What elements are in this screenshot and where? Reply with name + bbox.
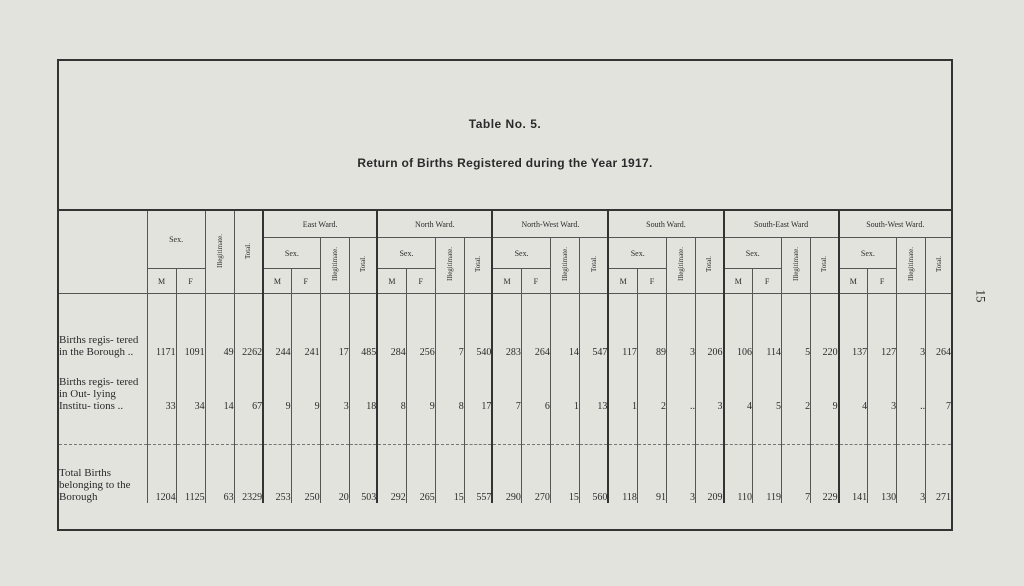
table-cell: 17 [464, 358, 492, 412]
table-cell: 265 [406, 445, 435, 504]
table-cell: 206 [695, 312, 723, 358]
gaprow-cell [291, 412, 320, 445]
header-east-ward: East Ward. [263, 210, 377, 238]
table-cell: 2329 [234, 445, 263, 504]
gaprow-cell [753, 412, 782, 445]
table-cell: 3 [695, 358, 723, 412]
table-cell: 209 [695, 445, 723, 504]
table-cell: 547 [579, 312, 608, 358]
gaprow-cell [492, 412, 521, 445]
seprow-cell [492, 294, 521, 313]
table-cell: 9 [811, 358, 839, 412]
ward-3-illegitimate-header [666, 238, 695, 294]
seprow-cell [868, 294, 897, 313]
ward-5-total-header [926, 238, 951, 294]
table-cell: 89 [637, 312, 666, 358]
seprow-cell [579, 294, 608, 313]
table-cell: 2 [782, 358, 811, 412]
table-cell: 17 [320, 312, 349, 358]
table-cell: 63 [205, 445, 234, 504]
table-cell: 271 [926, 445, 951, 504]
ward-2-total-text: Total. [589, 256, 598, 273]
ward-5-sex-header: Sex. [839, 238, 897, 269]
seprow-cell [147, 294, 176, 313]
ward-2-sex-header: Sex. [492, 238, 550, 269]
ward-4-f-header: F [753, 269, 782, 294]
table-cell: 503 [349, 445, 377, 504]
seprow-cell [695, 294, 723, 313]
table-cell: 241 [291, 312, 320, 358]
ward-0-illegitimate-text: Illegitimate. [330, 247, 339, 282]
table-cell: 13 [579, 358, 608, 412]
table-cell: 250 [291, 445, 320, 504]
table-cell: 560 [579, 445, 608, 504]
table-cell: 1125 [176, 445, 205, 504]
table-cell: 119 [753, 445, 782, 504]
table-cell: 3 [666, 312, 695, 358]
table-cell: 49 [205, 312, 234, 358]
ward-0-total-header [349, 238, 377, 294]
table-cell: 220 [811, 312, 839, 358]
table-cell: 3 [320, 358, 349, 412]
table-cell: 14 [205, 358, 234, 412]
gaprow-cell [464, 412, 492, 445]
ward-4-total-text: Total. [820, 256, 829, 273]
gaprow-cell [320, 412, 349, 445]
ward-2-m-header: M [492, 269, 521, 294]
table-cell: 5 [753, 358, 782, 412]
ward-1-sex-header: Sex. [377, 238, 435, 269]
gaprow-cell [897, 412, 926, 445]
header-illegitimate [205, 210, 234, 294]
ward-1-illegitimate-header [435, 238, 464, 294]
gaprow-cell [205, 412, 234, 445]
table-cell: 557 [464, 445, 492, 504]
table-cell: 1204 [147, 445, 176, 504]
seprow-cell [608, 294, 637, 313]
gaprow-cell [868, 412, 897, 445]
borough-f-header: F [176, 269, 205, 294]
births-table [59, 209, 951, 503]
header-north-ward: North Ward. [377, 210, 492, 238]
seprow-cell [666, 294, 695, 313]
gaprow-cell [666, 412, 695, 445]
ward-2-total-header [579, 238, 608, 294]
ward-0-sex-header: Sex. [263, 238, 320, 269]
table-cell: 7 [926, 358, 951, 412]
corner-cell [59, 210, 147, 294]
table-cell: 270 [521, 445, 550, 504]
table-cell: 18 [349, 358, 377, 412]
table-cell: 118 [608, 445, 637, 504]
table-cell: 3 [897, 445, 926, 504]
gaprow-cell [406, 412, 435, 445]
table-cell: 117 [608, 312, 637, 358]
table-cell: 1171 [147, 312, 176, 358]
table-cell: 20 [320, 445, 349, 504]
gaprow-cell [926, 412, 951, 445]
table-title: Table No. 5. [468, 117, 542, 131]
ward-5-total-text: Total. [934, 256, 943, 273]
row-label: Total Births belonging to the Borough [59, 467, 131, 503]
gaprow-cell [377, 412, 406, 445]
seprow-cell [637, 294, 666, 313]
table-cell: 256 [406, 312, 435, 358]
ward-3-total-header [695, 238, 723, 294]
row-label: Births regis- tered in Out- lying Institu- tions .. [59, 376, 139, 412]
seprow-cell [897, 294, 926, 313]
seprow-cell [349, 294, 377, 313]
gaprow-cell [608, 412, 637, 445]
table-cell: 292 [377, 445, 406, 504]
ward-5-illegitimate-header [897, 238, 926, 294]
table-cell: 14 [550, 312, 579, 358]
ward-5-illegitimate-text: Illegitimate. [907, 247, 916, 282]
table-cell: 9 [263, 358, 291, 412]
gaprow-cell [521, 412, 550, 445]
seprow-cell [926, 294, 951, 313]
seprow-cell [435, 294, 464, 313]
table-cell: 3 [897, 312, 926, 358]
table-cell: 141 [839, 445, 868, 504]
seprow-cell [464, 294, 492, 313]
ward-4-illegitimate-text: Illegitimate. [792, 247, 801, 282]
ward-3-illegitimate-text: Illegitimate. [676, 247, 685, 282]
table-cell: 7 [782, 445, 811, 504]
table-cell: 3 [666, 445, 695, 504]
seprow-cell [724, 294, 753, 313]
table-cell: 33 [147, 358, 176, 412]
gaprow-cell [724, 412, 753, 445]
table-cell: 2 [637, 358, 666, 412]
ward-1-total-header [464, 238, 492, 294]
ward-1-illegitimate-text: Illegitimate. [445, 247, 454, 282]
gaprow-cell [782, 412, 811, 445]
table-cell: 3 [868, 358, 897, 412]
borough-m-header: M [147, 269, 176, 294]
header-total-text: Total. [244, 242, 253, 260]
table-cell: 485 [349, 312, 377, 358]
header-total [234, 210, 263, 294]
ward-0-m-header: M [263, 269, 291, 294]
table-cell: 7 [435, 312, 464, 358]
table-cell: 127 [868, 312, 897, 358]
ward-1-f-header: F [406, 269, 435, 294]
ward-0-f-header: F [291, 269, 320, 294]
ward-2-illegitimate-text: Illegitimate. [560, 247, 569, 282]
table-cell: 4 [724, 358, 753, 412]
table-row [59, 358, 951, 412]
gaprow-cell [349, 412, 377, 445]
seprow-cell [550, 294, 579, 313]
table-cell: 540 [464, 312, 492, 358]
table-cell: 110 [724, 445, 753, 504]
gaprow-cell [435, 412, 464, 445]
gaprow-cell [811, 412, 839, 445]
ward-4-m-header: M [724, 269, 753, 294]
table-cell: 67 [234, 358, 263, 412]
ward-5-m-header: M [839, 269, 868, 294]
header-illegitimate-text: Illegitimate. [215, 233, 224, 268]
seprow-cell [320, 294, 349, 313]
table-cell: 283 [492, 312, 521, 358]
table-cell: 34 [176, 358, 205, 412]
row-label: Births regis- tered in the Borough .. [59, 334, 139, 358]
table-cell: 91 [637, 445, 666, 504]
ward-0-total-text: Total. [358, 256, 367, 273]
seprow-cell [205, 294, 234, 313]
seprow-cell [753, 294, 782, 313]
table-cell: 264 [926, 312, 951, 358]
table-cell: 7 [492, 358, 521, 412]
table-cell: 2262 [234, 312, 263, 358]
table-cell: .. [666, 358, 695, 412]
gaprow-cell [579, 412, 608, 445]
table-frame [57, 59, 953, 531]
seprow-cell [406, 294, 435, 313]
gaprow-cell [839, 412, 868, 445]
table-cell: 1091 [176, 312, 205, 358]
ward-3-f-header: F [637, 269, 666, 294]
ward-5-f-header: F [868, 269, 897, 294]
table-cell: 264 [521, 312, 550, 358]
header-north-west-ward: North-West Ward. [492, 210, 608, 238]
table-row [59, 445, 951, 504]
seprow-cell [811, 294, 839, 313]
table-cell: 284 [377, 312, 406, 358]
ward-4-sex-header: Sex. [724, 238, 782, 269]
table-cell: 9 [291, 358, 320, 412]
table-cell: 6 [521, 358, 550, 412]
table-subtitle: Return of Births Registered during the Year 1917. [357, 156, 653, 170]
header-sex: Sex. [147, 210, 205, 269]
page-number: 15 [973, 289, 989, 303]
table-cell: 253 [263, 445, 291, 504]
header-south-west-ward: South-West Ward. [839, 210, 951, 238]
seprow-cell [263, 294, 291, 313]
ward-0-illegitimate-header [320, 238, 349, 294]
gaprow-cell [637, 412, 666, 445]
table-cell: 114 [753, 312, 782, 358]
table-cell: 290 [492, 445, 521, 504]
ward-1-m-header: M [377, 269, 406, 294]
gaprow-cell [695, 412, 723, 445]
ward-3-sex-header: Sex. [608, 238, 666, 269]
table-cell: 5 [782, 312, 811, 358]
seprow-cell [839, 294, 868, 313]
ward-1-total-text: Total. [474, 256, 483, 273]
table-cell: 8 [377, 358, 406, 412]
gaprow-cell [234, 412, 263, 445]
ward-4-total-header [811, 238, 839, 294]
table-cell: 1 [608, 358, 637, 412]
table-cell: 106 [724, 312, 753, 358]
table-cell: 8 [435, 358, 464, 412]
table-cell: 130 [868, 445, 897, 504]
table-cell: 137 [839, 312, 868, 358]
table-cell: 4 [839, 358, 868, 412]
ward-2-f-header: F [521, 269, 550, 294]
seprow-cell [234, 294, 263, 313]
header-south-east-ward: South-East Ward [724, 210, 839, 238]
gaprow-cell [147, 412, 176, 445]
gaprow-cell [176, 412, 205, 445]
seprow-cell [521, 294, 550, 313]
seprow-cell [176, 294, 205, 313]
table-cell: 9 [406, 358, 435, 412]
ward-3-total-text: Total. [705, 256, 714, 273]
ward-4-illegitimate-header [782, 238, 811, 294]
seprow-cell [59, 294, 147, 313]
seprow-cell [377, 294, 406, 313]
table-cell: 1 [550, 358, 579, 412]
gaprow-cell [59, 412, 147, 445]
table-cell: .. [897, 358, 926, 412]
table-cell: 15 [550, 445, 579, 504]
seprow-cell [291, 294, 320, 313]
table-cell: 244 [263, 312, 291, 358]
ward-3-m-header: M [608, 269, 637, 294]
header-south-ward: South Ward. [608, 210, 723, 238]
ward-2-illegitimate-header [550, 238, 579, 294]
gaprow-cell [550, 412, 579, 445]
seprow-cell [782, 294, 811, 313]
gaprow-cell [263, 412, 291, 445]
table-cell: 229 [811, 445, 839, 504]
table-row [59, 312, 951, 358]
table-cell: 15 [435, 445, 464, 504]
